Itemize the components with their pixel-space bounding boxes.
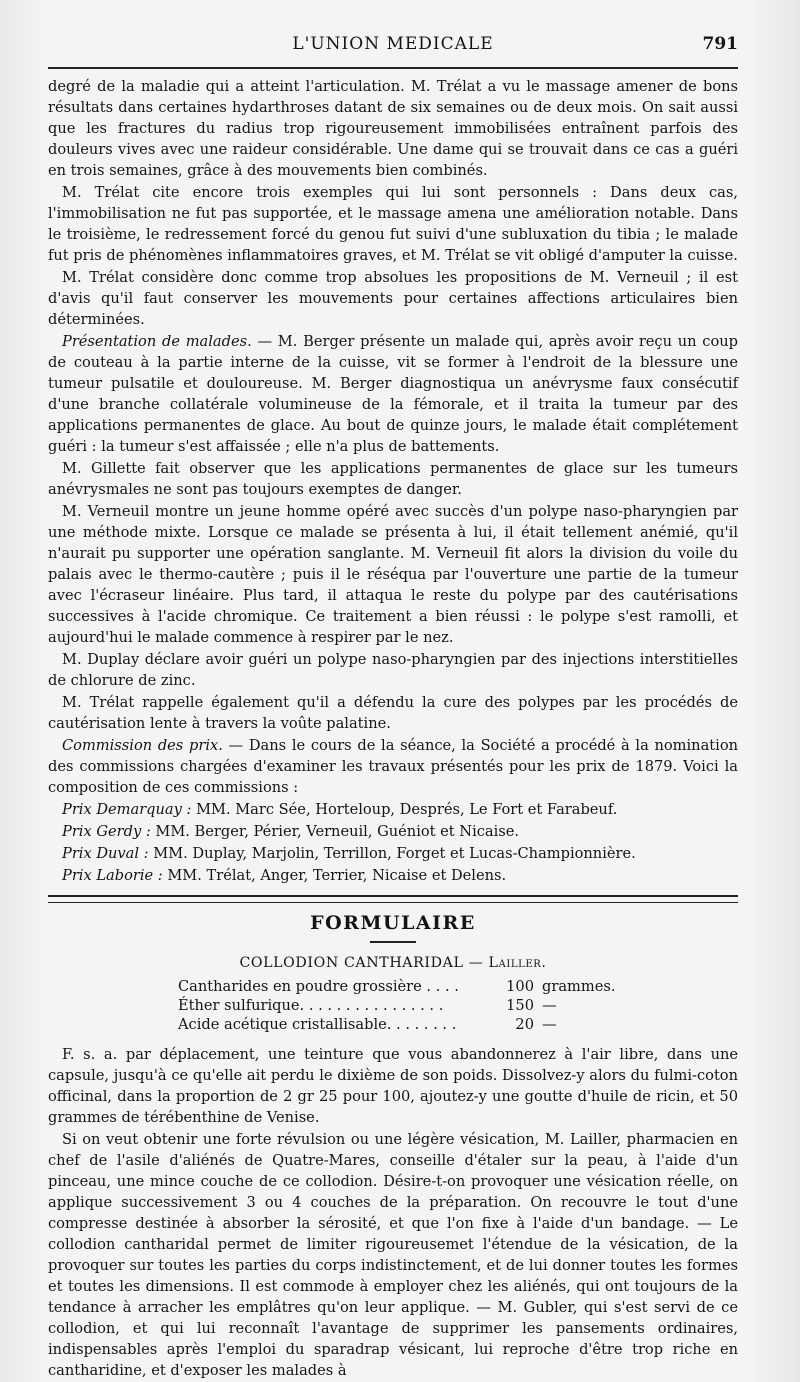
section-separator: [48, 895, 738, 903]
formulaire-paragraph-2: Si on veut obtenir une forte révulsion ou une légère vésication, M. Lailler, pharmacien en chef de l'asile d'aliénés de Quatre-Mares, conseille d'étaler sur la peau, à l'aide d'un pinceau, une mince couche de ce collodion. Désire-t-on provoquer une vésication réelle, on applique successivement 3 ou 4 couches de la préparation. On recouvre le tout d'une compresse destinée à absorber la sérosité, et que l'on fixe à l'aide d'un bandage. — Le collodion cantharidal permet de limiter rigoureusemet l'étendue de la vésication, de la provoquer sur toutes les parties du corps indistinctement, et de lui donner toutes les formes et toutes les dimensions. Il est commode à employer chez les aliénés, qui ont toujours de la tendance à arracher les emplâtres qu'on leur applique. — M. Gubler, qui s'est servi de ce collodion, et qui lui reconnaît l'avantage de supprimer les pansements ordinaires, indispensables après l'emploi du sparadrap vésicant, lui reproche d'être trop riche en cantharidine, et d'exposer les malades à: [48, 1131, 738, 1379]
ingredient-unit: —: [542, 997, 557, 1014]
prize-name: Prix Duval :: [62, 845, 149, 862]
prize-members: MM. Berger, Périer, Verneuil, Guéniot et Nicaise.: [150, 823, 520, 840]
recipe-name: COLLODION CANTHARIDAL: [239, 955, 464, 971]
ingredient-qty: 100: [506, 978, 534, 995]
ingredient-name: Acide acétique cristallisable. . . . . . . .: [178, 1016, 457, 1033]
ingredient-unit: grammes.: [542, 978, 616, 995]
prize-members: MM. Marc Sée, Horteloup, Després, Le Fort et Farabeuf.: [191, 801, 618, 818]
paragraph-8: M. Trélat rappelle également qu'il a défendu la cure des polypes par les procédés de cautérisation lente à travers la voûte palatine.: [48, 694, 738, 732]
prize-members: MM. Duplay, Marjolin, Terrillon, Forget et Lucas-Championnière.: [148, 845, 636, 862]
ingredient-row: [178, 977, 738, 996]
prize-members: MM. Trélat, Anger, Terrier, Nicaise et Delens.: [162, 867, 507, 884]
prize-laborie: [48, 865, 738, 886]
paragraph-7: M. Duplay déclare avoir guéri un polype naso-pharyngien par des injections interstitielles de chlorure de zinc.: [48, 651, 738, 689]
title-underline: [370, 941, 416, 943]
prize-demarquay: [48, 799, 738, 820]
section-lead-presentation: Présentation de malades.: [62, 333, 252, 350]
paragraph-4-text: — M. Berger présente un malade qui, après avoir reçu un coup de couteau à la partie interne de la cuisse, vit se former à l'endroit de la blessure une tumeur pulsatile et douloureuse. M. Berger diagnostiqua un anévrysme faux consécutif d'une branche collatérale volumineuse de la fémorale, et il traita la tumeur par des applications permanentes de glace. Au bout de quinze jours, le malade était complétement guéri : la tumeur s'est affaissée ; elle n'a plus de battements.: [48, 333, 738, 455]
ingredient-name: Éther sulfurique. . . . . . . . . . . . . . . .: [178, 997, 444, 1014]
paragraph-2: M. Trélat cite encore trois exemples qui lui sont personnels : Dans deux cas, l'immobilisation ne fut pas supportée, et le massage amena une amélioration notable. Dans le troisième, le redressement forcé du genou fut suivi d'une subluxation du tibia ; le malade fut pris de phénomènes inflammatoires graves, et M. Trélat se vit obligé d'amputer la cuisse.: [48, 184, 738, 264]
ingredient-row: [178, 1015, 738, 1034]
section-lead-commission: Commission des prix.: [62, 737, 223, 754]
recipe-title: [48, 953, 738, 973]
running-title: L'UNION MEDICALE: [292, 34, 494, 54]
formulaire-paragraph-1: F. s. a. par déplacement, une teinture que vous abandonnerez à l'air libre, dans une capsule, jusqu'à ce qu'elle ait perdu le dixième de son poids. Dissolvez-y alors du fulmi-coton officinal, dans la proportion de 2 gr 25 pour 100, ajoutez-y une goutte d'huile de ricin, et 50 grammes de térébenthine de Venise.: [48, 1046, 738, 1126]
formulaire-title: FORMULAIRE: [310, 912, 476, 934]
ingredient-qty: 150: [506, 997, 534, 1014]
ingredient-row: [178, 996, 738, 1015]
prize-name: Prix Demarquay :: [62, 801, 192, 818]
text-column: [48, 76, 738, 1382]
prize-gerdy: [48, 821, 738, 842]
paragraph-9-text: — Dans le cours de la séance, la Société a procédé à la nomination des commissions chargées d'examiner les travaux présentés pour les prix de 1879. Voici la composition de ces commissions :: [48, 737, 738, 796]
prize-name: Prix Gerdy :: [62, 823, 151, 840]
prize-duval: [48, 843, 738, 864]
paragraph-1: degré de la maladie qui a atteint l'articulation. M. Trélat a vu le massage amener de bons résultats dans certaines hydarthroses datant de six semaines ou de deux mois. On sait aussi que les fractures du radius trop rigoureusement immobilisées entraînent parfois des douleurs vives avec une raideur considérable. Une dame qui se trouvait dans ce cas a guéri en trois semaines, grâce à des mouvements bien combinés.: [48, 78, 738, 179]
recipe-author: — Lailler.: [468, 955, 547, 971]
page-header: [48, 34, 738, 64]
ingredient-name: Cantharides en poudre grossière . . . .: [178, 978, 459, 995]
paragraph-4: [48, 331, 738, 457]
paragraph-3: M. Trélat considère donc comme trop absolues les propositions de M. Verneuil ; il est d'avis qu'il faut conserver les mouvements pour certaines affections articulaires bien déterminées.: [48, 269, 738, 328]
ingredient-unit: —: [542, 1016, 557, 1033]
paragraph-5: M. Gillette fait observer que les applications permanentes de glace sur les tumeurs anévrysmales ne sont pas toujours exemptes de danger.: [48, 460, 738, 498]
page-number: 791: [702, 34, 738, 54]
prize-name: Prix Laborie :: [62, 867, 163, 884]
header-rule: [48, 67, 738, 69]
paragraph-6: M. Verneuil montre un jeune homme opéré avec succès d'un polype naso-pharyngien par une méthode mixte. Lorsque ce malade se présenta à lui, il était tellement anémié, qu'il n'aurait pu supporter une opération sanglante. M. Verneuil fit alors la division du voile du palais avec le thermo-cautère ; puis il le réséqua par l'ouverture une partie de la tumeur avec l'écraseur linéaire. Plus tard, il attaqua le reste du polype par des cautérisations successives à l'acide chromique. Ce traitement a bien réussi : le polype s'est ramolli, et aujourd'hui le malade commence à respirer par le nez.: [48, 503, 738, 646]
paragraph-9: [48, 735, 738, 798]
ingredient-list: [178, 977, 738, 1034]
ingredient-qty: 20: [515, 1016, 534, 1033]
